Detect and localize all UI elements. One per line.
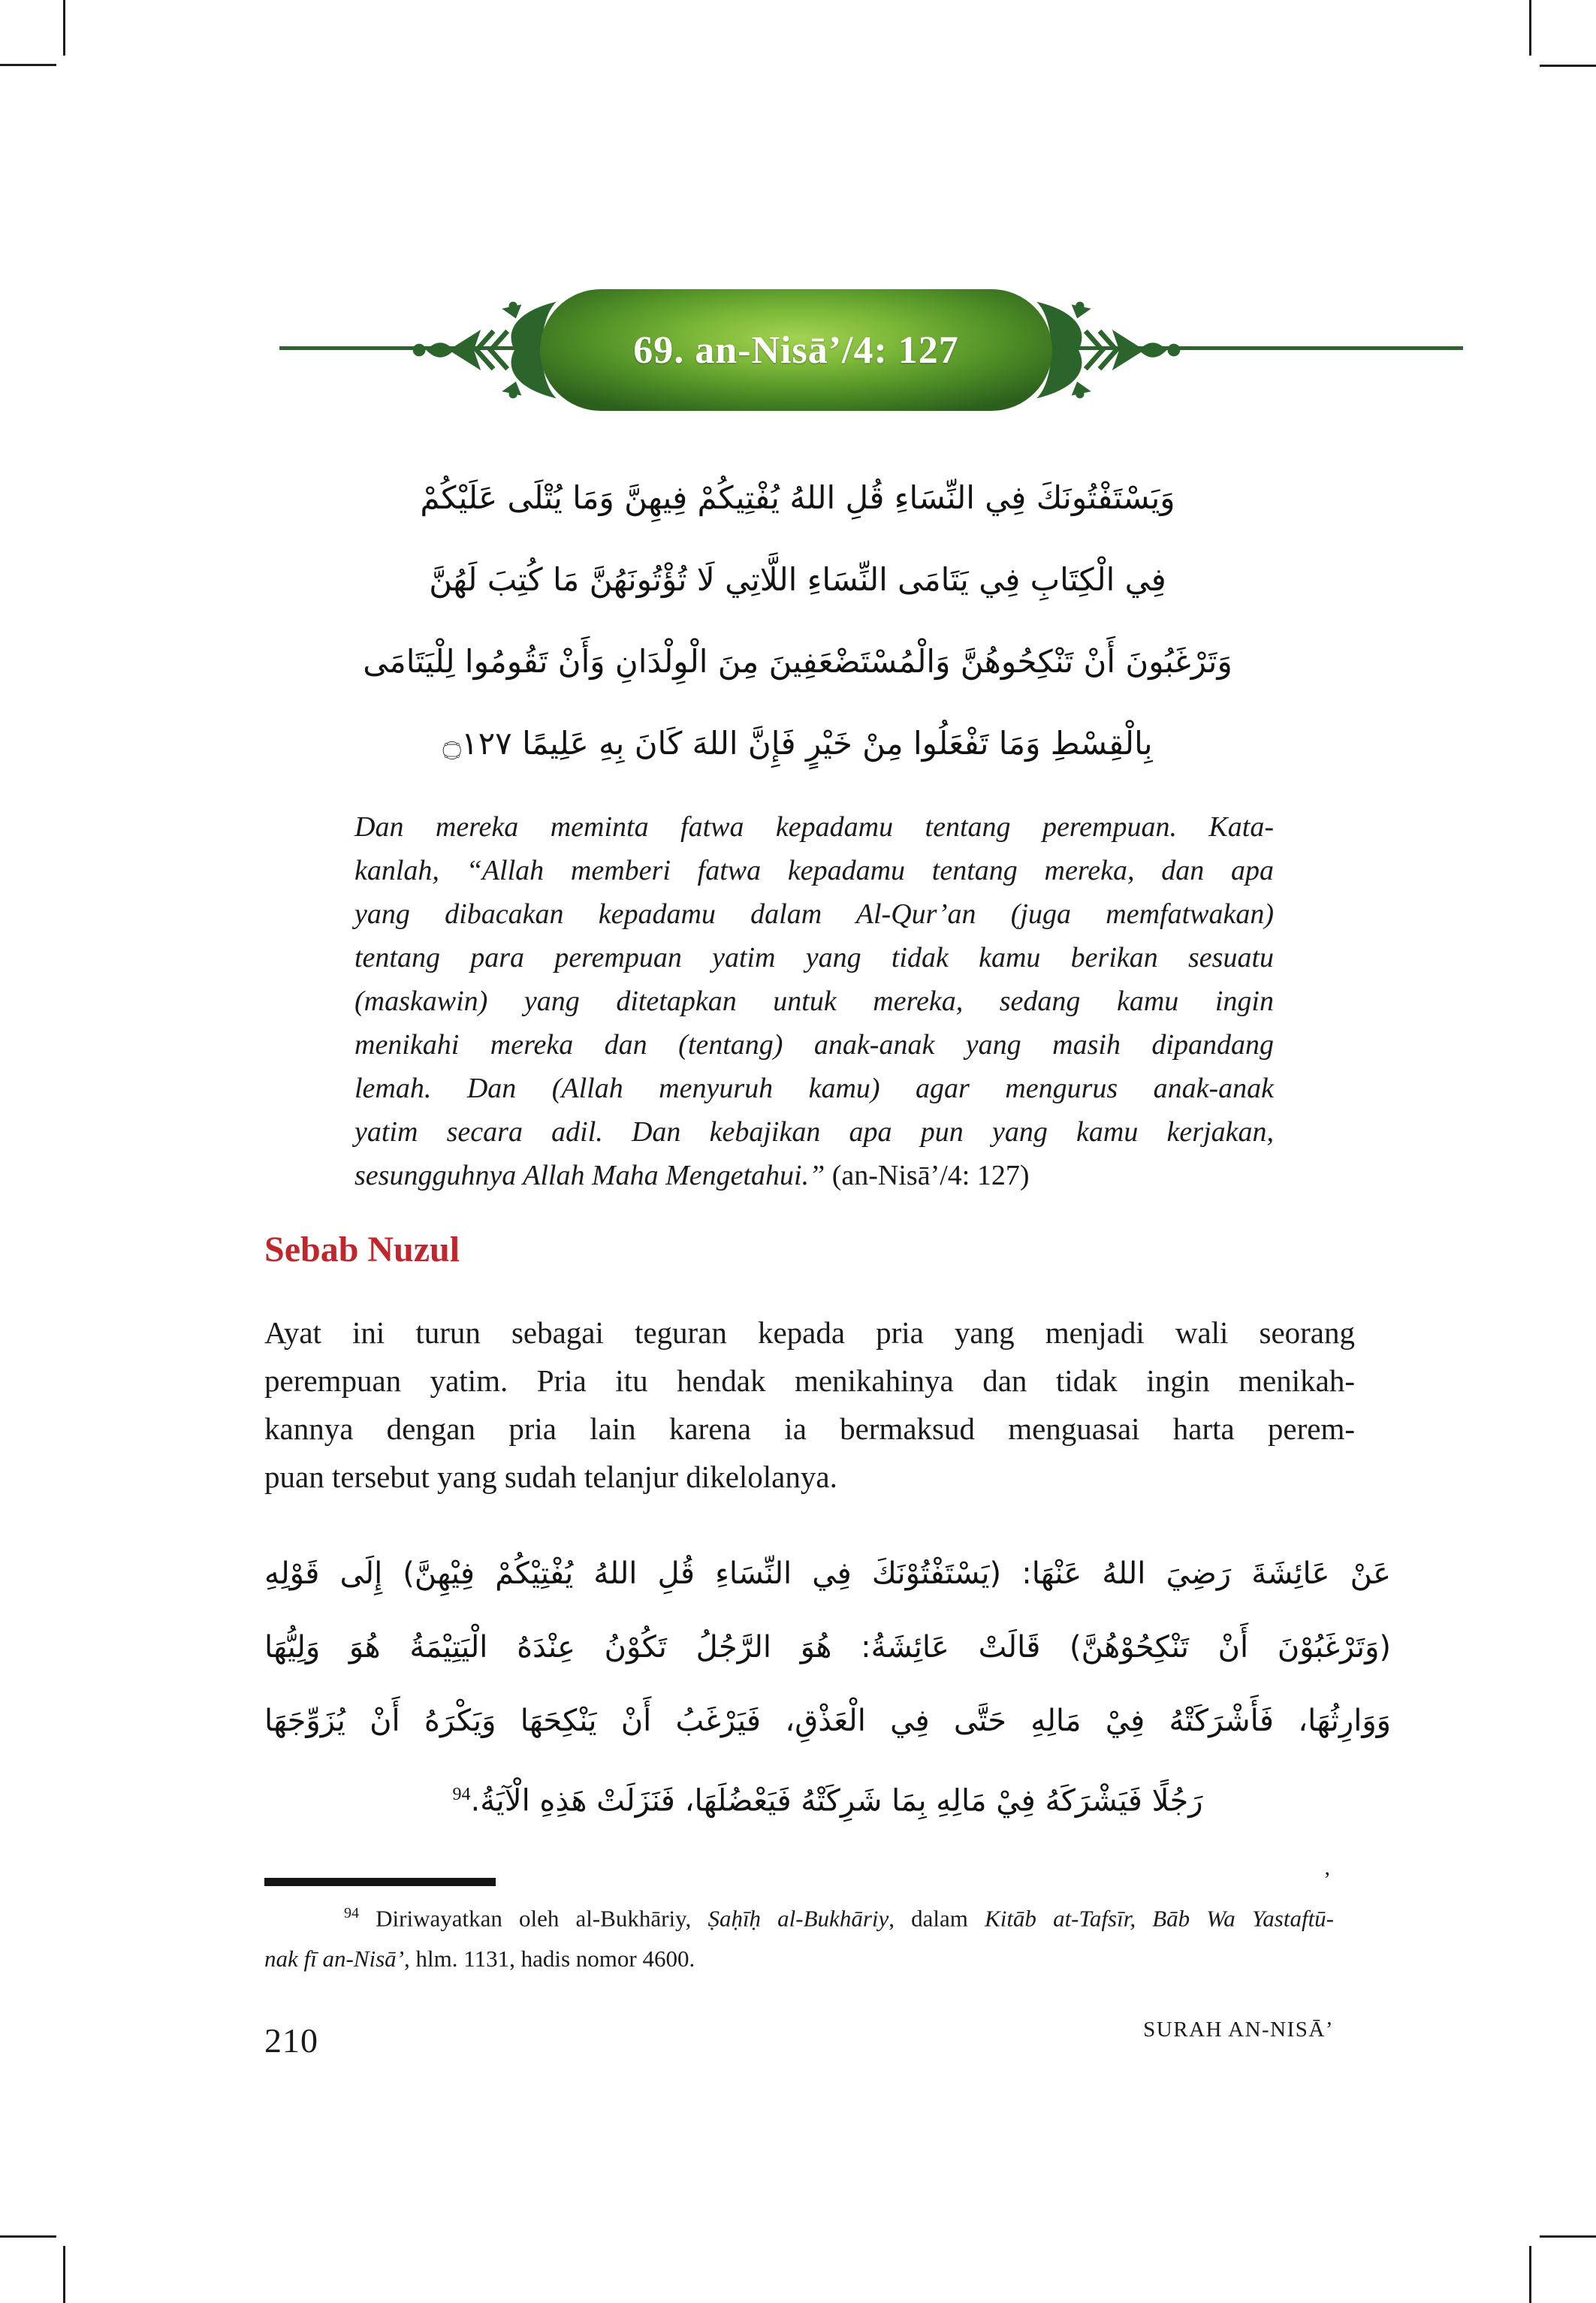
translation-line: yatim secara adil. Dan kebajikan apa pun yang kamu kerjakan, <box>354 1116 1274 1148</box>
quran-verse-arabic <box>234 457 1361 784</box>
crop-mark-top-left-horizontal <box>0 64 56 66</box>
hadith-line: (وَتَرْغَبُوْنَ أَنْ تَنْكِحُوْهُنَّ) قَالَتْ عَائِشَةُ: هُوَ الرَّجُلُ تَكُوْنُ عِنْدَهُ الْيَتِيْمَةُ هُوَ وَلِيُّهَا <box>264 1630 1391 1665</box>
hadith-line: وَوَارِثُهَا، فَأَشْرَكَتْهُ فِيْ مَالِهِ حَتَّى فِي الْعَذْقِ، فَيَرْغَبُ أَنْ يَنْكِحَهَا وَيَكْرَهُ أَنْ يُزَوِّجَهَا <box>264 1704 1391 1738</box>
footnote-separator-rule <box>264 1878 496 1886</box>
footnote-text: , dalam <box>889 1905 985 1932</box>
verse-translation <box>354 805 1274 1197</box>
header-flourish-right-icon <box>1036 297 1184 403</box>
footnote-line <box>264 1893 1334 1939</box>
hadith-last-line <box>264 1758 1391 1831</box>
translation-last-line <box>354 1154 1274 1197</box>
hadith-line: عَنْ عَائِشَةَ رَضِيَ اللهُ عَنْهَا: (يَسْتَفْتُوْنَكَ فِي النِّسَاءِ قُلِ اللهُ يُفْتِيْكُمْ فِيْهِنَّ) إِلَى قَوْلِهِ <box>264 1556 1391 1591</box>
footnote-text: , hlm. 1131, hadis nomor 4600. <box>404 1945 695 1972</box>
stray-apostrophe-mark: ’ <box>1323 1867 1331 1892</box>
crop-mark-bottom-left-vertical <box>63 2246 65 2303</box>
translation-line: lemah. Dan (Allah menyuruh kamu) agar mengurus anak-anak <box>354 1073 1274 1104</box>
quran-line: وَتَرْغَبُونَ أَنْ تَنْكِحُوهُنَّ وَالْمُسْتَضْعَفِينَ مِنَ الْوِلْدَانِ وَأَنْ تَقُومُوا لِلْيَتَامَى <box>363 643 1232 680</box>
translation-line: kanlah, “Allah memberi fatwa kepadamu tentang mereka, dan apa <box>354 855 1274 886</box>
header-flourish-left-icon <box>409 297 557 403</box>
crop-mark-bottom-left-horizontal <box>0 2235 56 2238</box>
crop-mark-bottom-right-vertical <box>1529 2246 1531 2303</box>
page-number: 210 <box>264 2021 318 2060</box>
paragraph-line: puan tersebut yang sudah telanjur dikelolanya. <box>264 1459 837 1494</box>
crop-mark-top-left-vertical <box>63 0 65 56</box>
running-title: SURAH AN-NISĀ’ <box>1143 2018 1334 2042</box>
verse-citation: (an-Nisā’/4: 127) <box>831 1160 1030 1191</box>
section-heading-sebab-nuzul: Sebab Nuzul <box>264 1230 460 1269</box>
translation-line: Dan mereka meminta fatwa kepadamu tentang perempuan. Kata- <box>354 811 1274 843</box>
chapter-banner <box>540 289 1052 411</box>
crop-mark-top-right-vertical <box>1529 0 1531 56</box>
sebab-nuzul-paragraph <box>264 1308 1355 1501</box>
footnote-chapter-title: Kitāb at-Tafsīr, Bāb Wa Yastaftū- <box>985 1905 1335 1932</box>
translation-closing: sesungguhnya Allah Maha Mengetahui.” <box>354 1160 832 1191</box>
crop-mark-bottom-right-horizontal <box>1540 2235 1596 2238</box>
footnote-reference: 94 <box>452 1785 471 1804</box>
translation-line: tentang para perempuan yatim yang tidak kamu berikan sesuatu <box>354 942 1274 973</box>
chapter-title: 69. an-Nisā’/4: 127 <box>633 328 959 372</box>
quran-line: فِي الْكِتَابِ فِي يَتَامَى النِّسَاءِ اللَّاتِي لَا تُؤْتُونَهُنَّ مَا كُتِبَ لَهُنَّ <box>429 561 1166 598</box>
translation-line: yang dibacakan kepadamu dalam Al-Qur’an (juga memfatwakan) <box>354 898 1274 930</box>
footnote-chapter-title-cont: nak fī an-Nisā’ <box>264 1945 404 1972</box>
translation-line: menikahi mereka dan (tentang) anak-anak yang masih dipandang <box>354 1029 1274 1061</box>
hadith-arabic <box>264 1537 1391 1831</box>
paragraph-line: kannya dengan pria lain karena ia bermaksud menguasai harta perem- <box>264 1411 1355 1446</box>
footnote-text: Diriwayatkan oleh al-Bukhāriy, <box>359 1905 708 1932</box>
quran-line: بِالْقِسْطِ وَمَا تَفْعَلُوا مِنْ خَيْرٍ فَإِنَّ اللهَ كَانَ بِهِ عَلِيمًا ۝١٢٧ <box>442 725 1153 762</box>
footnote-number: 94 <box>344 1905 359 1921</box>
quran-line: وَيَسْتَفْتُونَكَ فِي النِّسَاءِ قُلِ اللهُ يُفْتِيكُمْ فِيهِنَّ وَمَا يُتْلَى عَلَيْكُمْ <box>420 479 1175 516</box>
footnote <box>264 1893 1334 1979</box>
crop-mark-top-right-horizontal <box>1540 65 1596 67</box>
paragraph-line: Ayat ini turun sebagai teguran kepada pria yang menjadi wali seorang <box>264 1315 1355 1350</box>
footnote-line <box>264 1939 1334 1979</box>
footnote-book-title: Ṣaḥīḥ al-Bukhāriy <box>707 1905 889 1932</box>
hadith-text-end: رَجُلًا فَيَشْرَكَهُ فِيْ مَالِهِ بِمَا شَرِكَتْهُ فَيَعْضُلَهَا، فَنَزَلَتْ هَذِهِ الْآيَةُ. <box>470 1783 1203 1819</box>
translation-line: (maskawin) yang ditetapkan untuk mereka, sedang kamu ingin <box>354 985 1274 1017</box>
paragraph-line: perempuan yatim. Pria itu hendak menikahinya dan tidak ingin menikah- <box>264 1363 1355 1398</box>
